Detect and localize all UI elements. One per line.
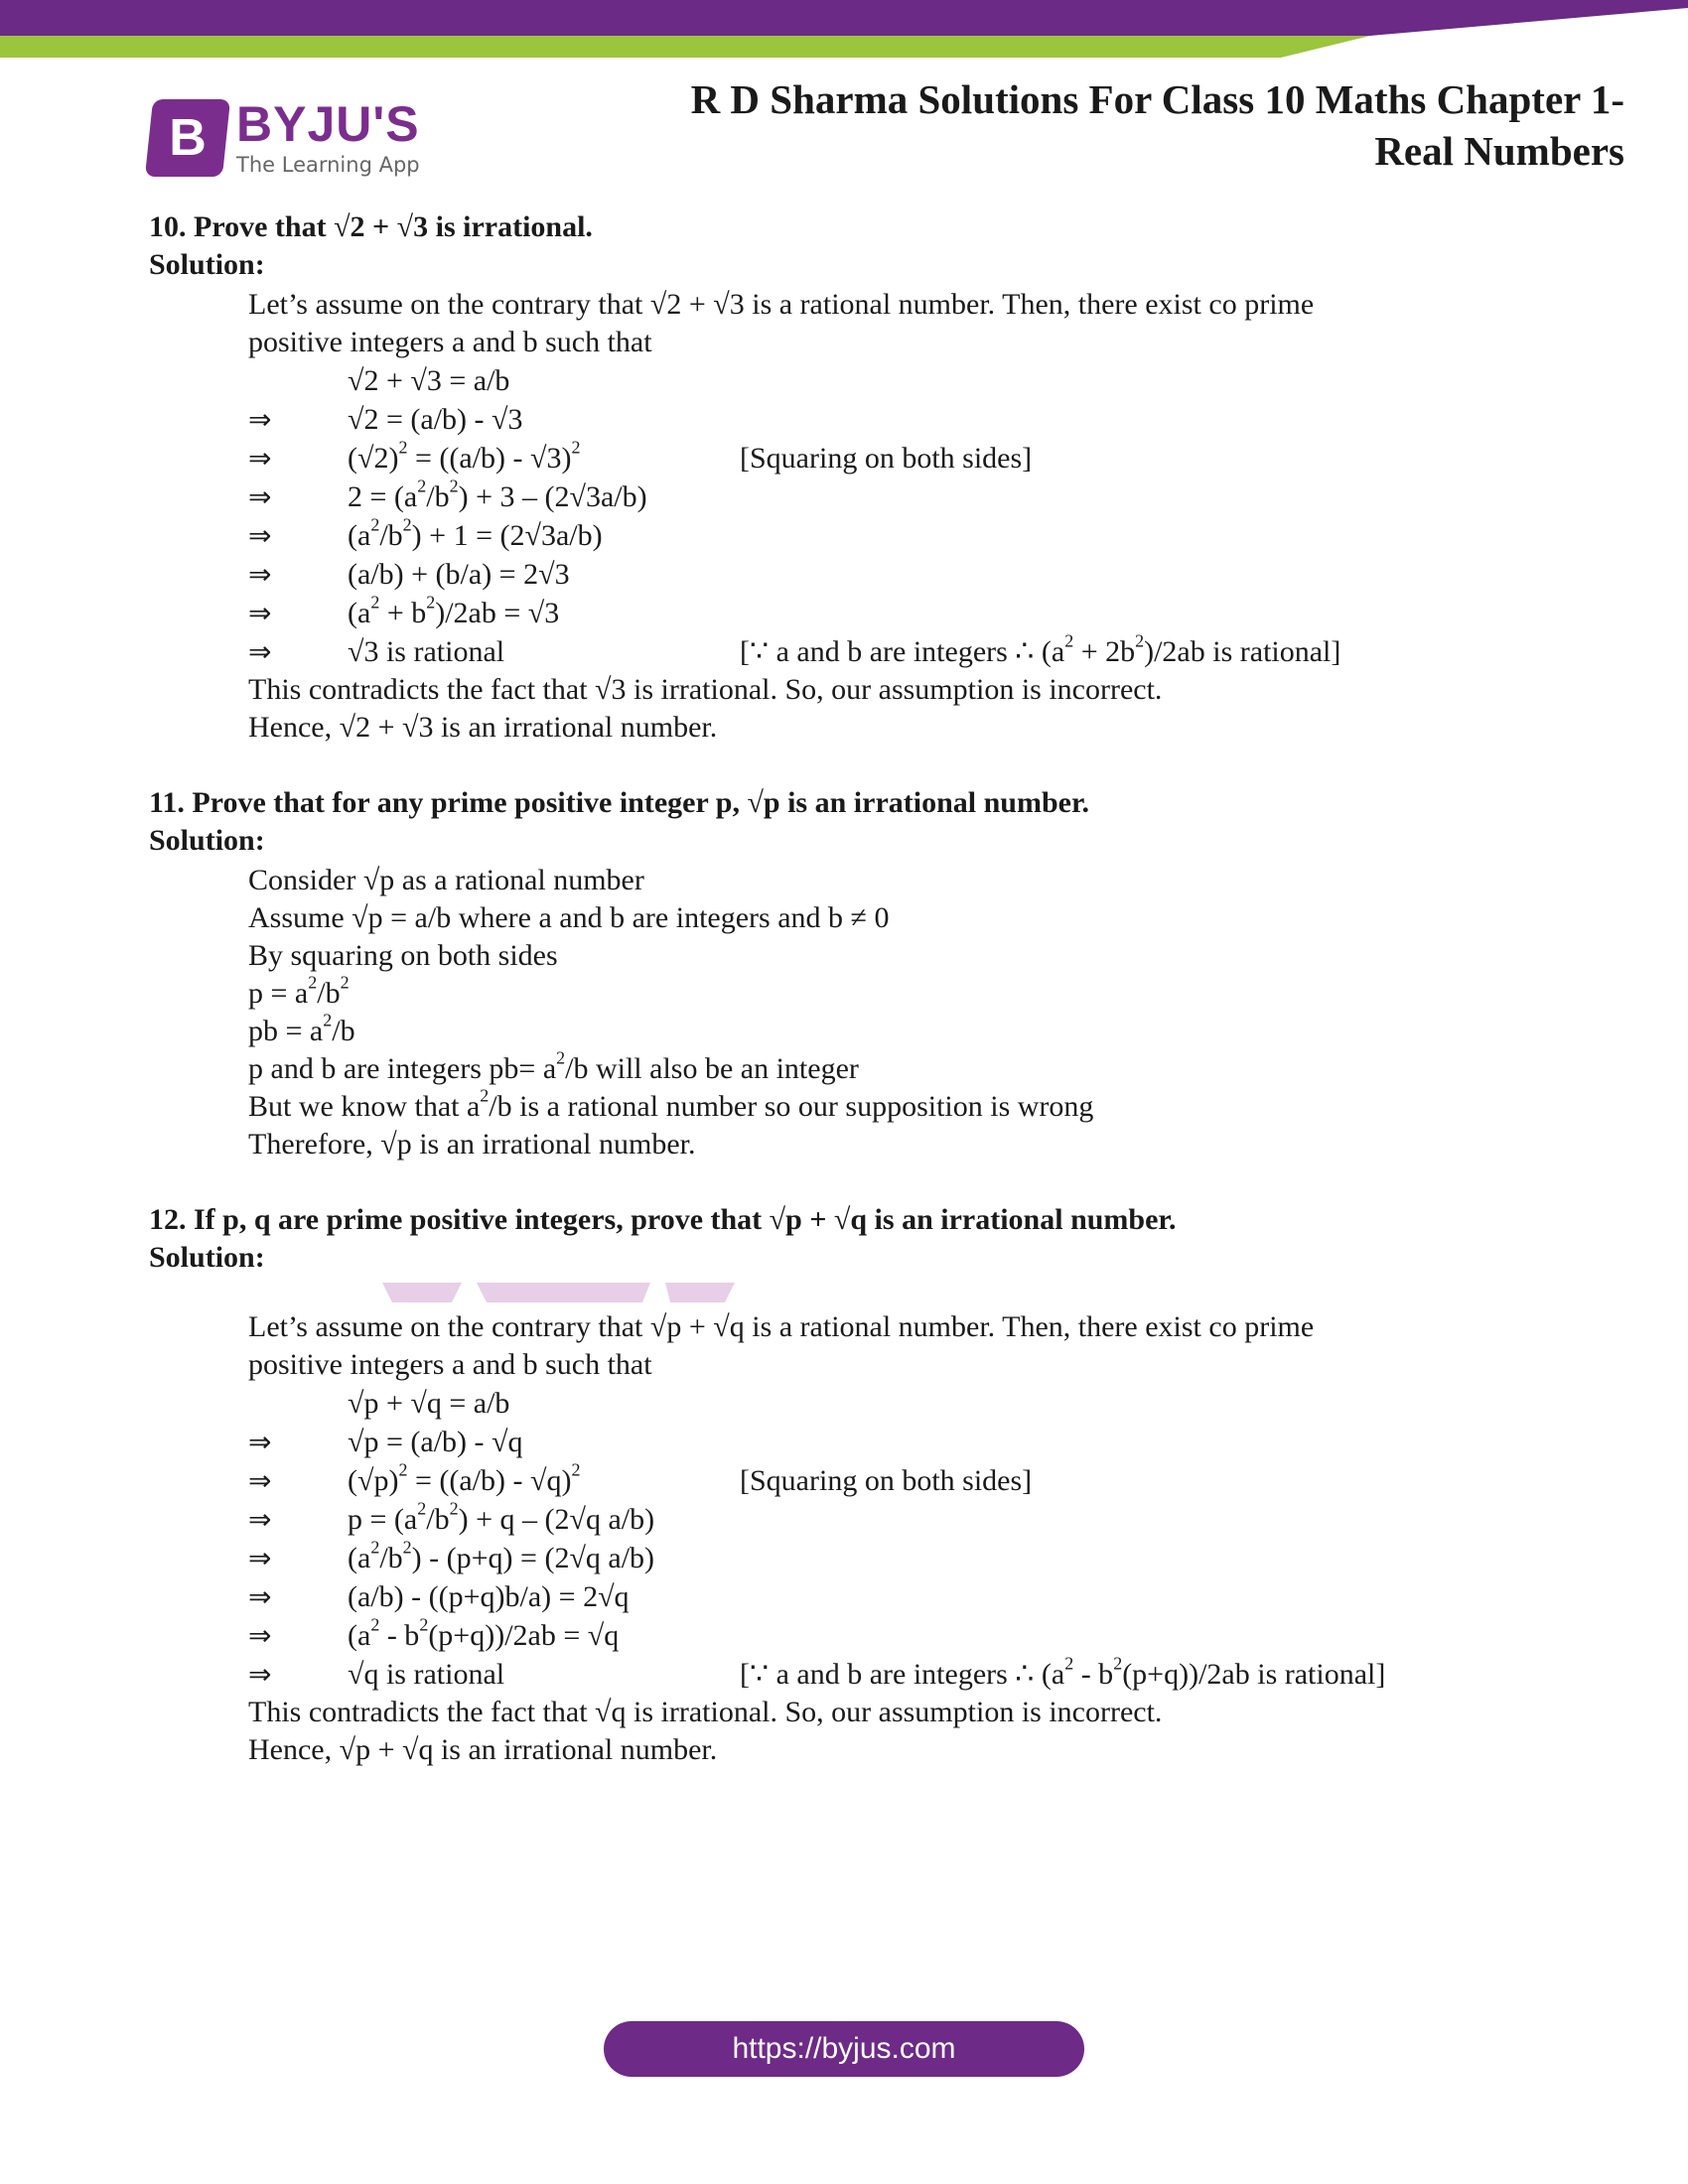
solution-text: Consider √p as a rational number [248,864,644,896]
solution-text: But we know that $a^2/b$ is a rational number so our supposition is wrong [248,1085,1094,1123]
logo-mark: B [145,99,230,177]
question-10: 10. Prove that √2 + √3 is irrational. [149,210,593,243]
solution-label: Solution: [149,248,265,281]
brand-name: BYJU'S [236,96,420,152]
equation-step: ⇒ $p = (a^2/b^2) + q - (2√q$ a/b) [248,1498,655,1536]
equation-step: ⇒ $(a^2 + b^2)/2ab = √3$ [248,592,560,629]
question-12: 12. If p, q are prime positive integers, prove that √p + √q is an irrational number. [149,1203,1177,1236]
solution-text: This contradicts the fact that √3 is irrational. So, our assumption is incorrect. [248,673,1163,706]
equation-line: pb = $a^2/b$ [248,1010,355,1047]
title-line-1: R D Sharma Solutions For Class 10 Maths Chapter 1- [690,76,1624,122]
solution-text: Therefore, √p is an irrational number. [248,1128,696,1160]
equation-step: ⇒ $(a^2/b^2) + 1 = (2√3a/b)$ [248,514,603,552]
equation-line: $p = a^2/b^2$ [248,972,350,1010]
solution-text: Hence, √p + √q is an irrational number. [248,1733,718,1766]
equation-step: ⇒ √p = (a/b) - √q [248,1426,523,1458]
equation-step: ⇒ √3 is rational [∵ a and b are integers ∴ $(a^2 + 2b^2)/2ab$ is rational] [248,630,1341,668]
page-title [582,73,1624,177]
solution-text: positive integers a and b such that [248,326,652,358]
solution-10 [149,286,1638,747]
equation-step: √2 + √3 = a/b [348,364,510,397]
question-11: 11. Prove that for any prime positive integer p, √p is an irrational number. [149,786,1090,819]
equation-step: ⇒ $2 = (a^2/b^2) + 3 - (2√3a/b)$ [248,476,647,513]
title-line-2: Real Numbers [1374,128,1624,174]
top-banner [0,0,1688,60]
document-body [149,208,1638,1769]
equation-step: ⇒ (a/b) - ((p+q)b/a) = 2√q [248,1580,630,1613]
byjus-logo [149,95,437,181]
watermark-stripes [382,1283,740,1304]
equation-step: ⇒ $(a^2/b^2) - (p+q) = (2√q$ a/b) [248,1537,655,1574]
solution-text: This contradicts the fact that √q is irrational. So, our assumption is incorrect. [248,1696,1163,1728]
equation-step: ⇒ $(√p)^2 = ((a/b) - √q)^2$ [Squaring on both sides] [248,1459,1033,1497]
equation-step: ⇒ $(√2)^2 = ((a/b) - √3)^2$ [Squaring on both sides] [248,437,1033,475]
solution-text: Let’s assume on the contrary that √2 + √3 is a rational number. Then, there exist co prime [248,288,1315,321]
solution-text: positive integers a and b such that [248,1348,652,1381]
solution-text: p and b are integers $pb= a^2/b$ will also be an integer [248,1047,859,1085]
solution-label: Solution: [149,824,265,857]
solution-text: Let’s assume on the contrary that √p + √q is a rational number. Then, there exist co prime [248,1310,1315,1343]
footer-url-link[interactable]: https://byjus.com [604,2021,1084,2077]
solution-12 [149,1308,1638,1769]
brand-tagline: The Learning App [236,153,420,177]
equation-step: ⇒ (a/b) + (b/a) = 2√3 [248,558,570,591]
solution-11 [149,862,1638,1163]
equation-step: ⇒ √2 = (a/b) - √3 [248,403,523,436]
equation-step: ⇒ $(a^2 - b^2(p+q))/2ab = √q$ [248,1614,620,1652]
equation-step: √p + √q = a/b [348,1387,510,1420]
solution-text: Assume √p = a/b where a and b are integers and b ≠ 0 [248,901,890,934]
solution-label: Solution: [149,1241,265,1274]
equation-step: ⇒ √q is rational [∵ a and b are integers ∴ $(a^2 - b^2(p+q))/2ab$ is rational] [248,1653,1386,1691]
solution-text: Hence, √2 + √3 is an irrational number. [248,711,718,744]
solution-text: By squaring on both sides [248,939,558,972]
